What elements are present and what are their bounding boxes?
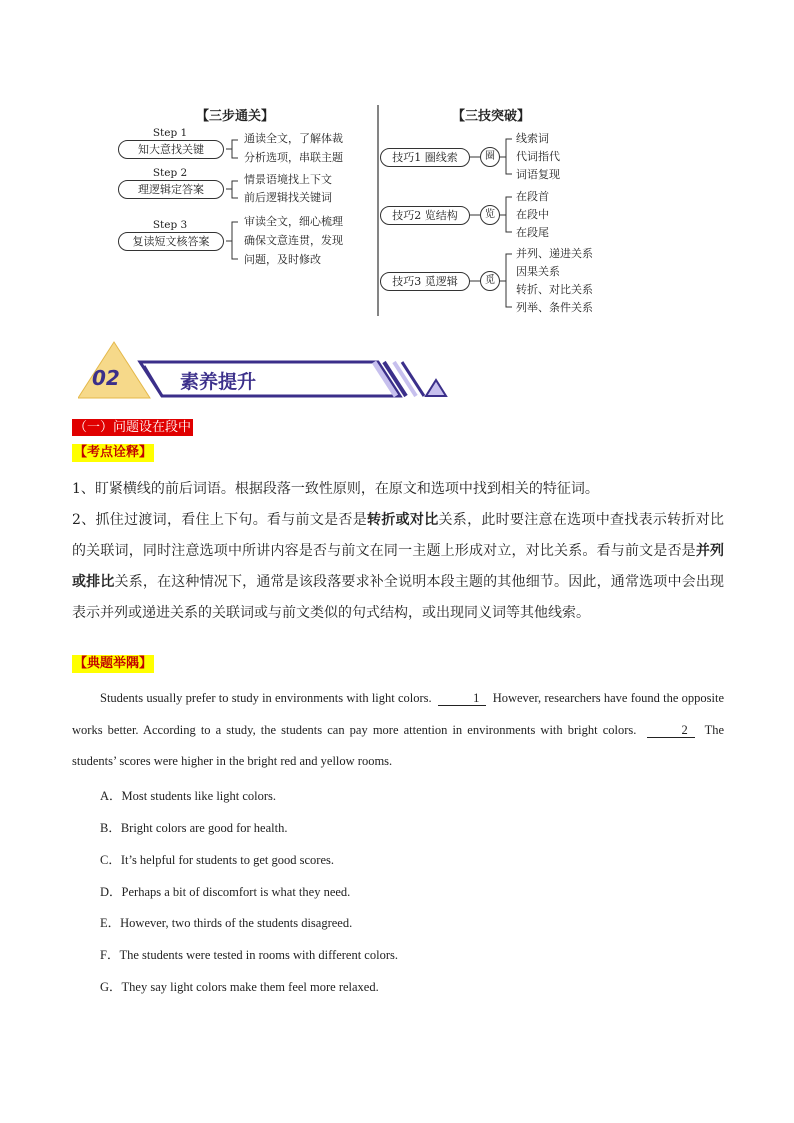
- step-label: Step 1: [152, 127, 188, 139]
- skill-circle: 圈: [480, 147, 500, 167]
- step-detail: 确保文意连贯，发现: [244, 234, 343, 247]
- step-box: 复读短文核答案: [118, 232, 224, 251]
- skill-circle: 觅: [480, 271, 500, 291]
- strategy-diagram: [0, 0, 794, 330]
- step-detail: 问题，及时修改: [244, 253, 321, 266]
- skill-detail: 并列、递进关系: [516, 247, 593, 260]
- option-e: E．However, two thirds of the students disagreed.: [100, 916, 353, 930]
- point-2-bold: 并列或排比: [72, 543, 725, 590]
- option-g: G．They say light colors make them feel more relaxed.: [100, 980, 379, 994]
- skill-box: 技巧1 圈线索: [380, 148, 470, 167]
- skill-detail: 代词指代: [516, 150, 560, 163]
- point-2-text: 2、抓住过渡词，看住上下句。看与前文是否是: [72, 512, 368, 528]
- point-2: [72, 505, 724, 629]
- skill-detail: 在段中: [516, 208, 549, 221]
- option-a: A．Most students like light colors.: [100, 789, 277, 803]
- skill-box: 技巧2 览结构: [380, 206, 470, 225]
- option-b: B．Bright colors are good for health.: [100, 821, 288, 835]
- point-2-text: 关系，在这种情况下，通常是该段落要求补全说明本段主题的其他细节。因此，通常选项中会出现表示并列或递进关系的关联词或与前文类似的句式结构，或出现同义词等其他线索。: [72, 574, 725, 621]
- step-box: 知大意找关键: [118, 140, 224, 159]
- skill-detail: 线索词: [516, 132, 549, 145]
- passage: [72, 683, 724, 778]
- banner-title: 素养提升: [180, 371, 257, 393]
- point-1: 1、盯紧横线的前后词语。根据段落一致性原则，在原文和选项中找到相关的特征词。: [72, 481, 599, 497]
- point-2-bold: 转折或对比: [367, 512, 439, 528]
- skill-detail: 因果关系: [516, 265, 560, 278]
- skill-detail: 在段尾: [516, 226, 549, 239]
- left-diagram-title: 【三步通关】: [196, 109, 275, 124]
- passage-text: Students usually prefer to study in environments with light colors.: [100, 691, 432, 705]
- passage-text: However, researchers have found the opposite works better. According to a study, the students can pay more attention in environments with bright colors.: [72, 691, 724, 737]
- skill-detail: 词语复现: [516, 168, 560, 181]
- skill-box: 技巧3 觅逻辑: [380, 272, 470, 291]
- step-detail: 审读全文，细心梳理: [244, 215, 343, 228]
- step-detail: 通读全文，了解体裁: [244, 132, 343, 145]
- step-label: Step 3: [152, 219, 188, 231]
- kaodian-label: 【考点诠释】: [74, 445, 153, 460]
- step-detail: 分析选项，串联主题: [244, 151, 343, 164]
- blank-1: 1: [438, 691, 486, 706]
- option-c: C．It’s helpful for students to get good scores.: [100, 853, 334, 867]
- section-subtitle: （一）问题设在段中: [74, 420, 192, 435]
- example-label: 【典题举隅】: [74, 656, 153, 671]
- step-box: 理逻辑定答案: [118, 180, 224, 199]
- step-label: Step 2: [152, 167, 188, 179]
- point-2-text: 关系，此时要注意在选项中查找表示转折对比的关联词，同时注意选项中所讲内容是否与前文在同一主题上形成对立，对比关系。看与前文是否是: [72, 512, 725, 559]
- option-d: D．Perhaps a bit of discomfort is what they need.: [100, 885, 351, 899]
- banner-graphic: [78, 340, 458, 402]
- step-detail: 情景语境找上下文: [244, 173, 332, 186]
- skill-detail: 转折、对比关系: [516, 283, 593, 296]
- right-diagram-title: 【三技突破】: [452, 109, 531, 124]
- passage-text: The students’ scores were higher in the bright red and yellow rooms.: [72, 722, 725, 768]
- banner-number: 02: [92, 366, 120, 390]
- skill-circle: 览: [480, 205, 500, 225]
- section-banner: [78, 340, 458, 402]
- step-detail: 前后逻辑找关键词: [244, 191, 332, 204]
- skill-detail: 在段首: [516, 190, 549, 203]
- option-f: F．The students were tested in rooms with different colors.: [100, 948, 398, 962]
- blank-2: 2: [647, 723, 695, 738]
- skill-detail: 列举、条件关系: [516, 301, 593, 314]
